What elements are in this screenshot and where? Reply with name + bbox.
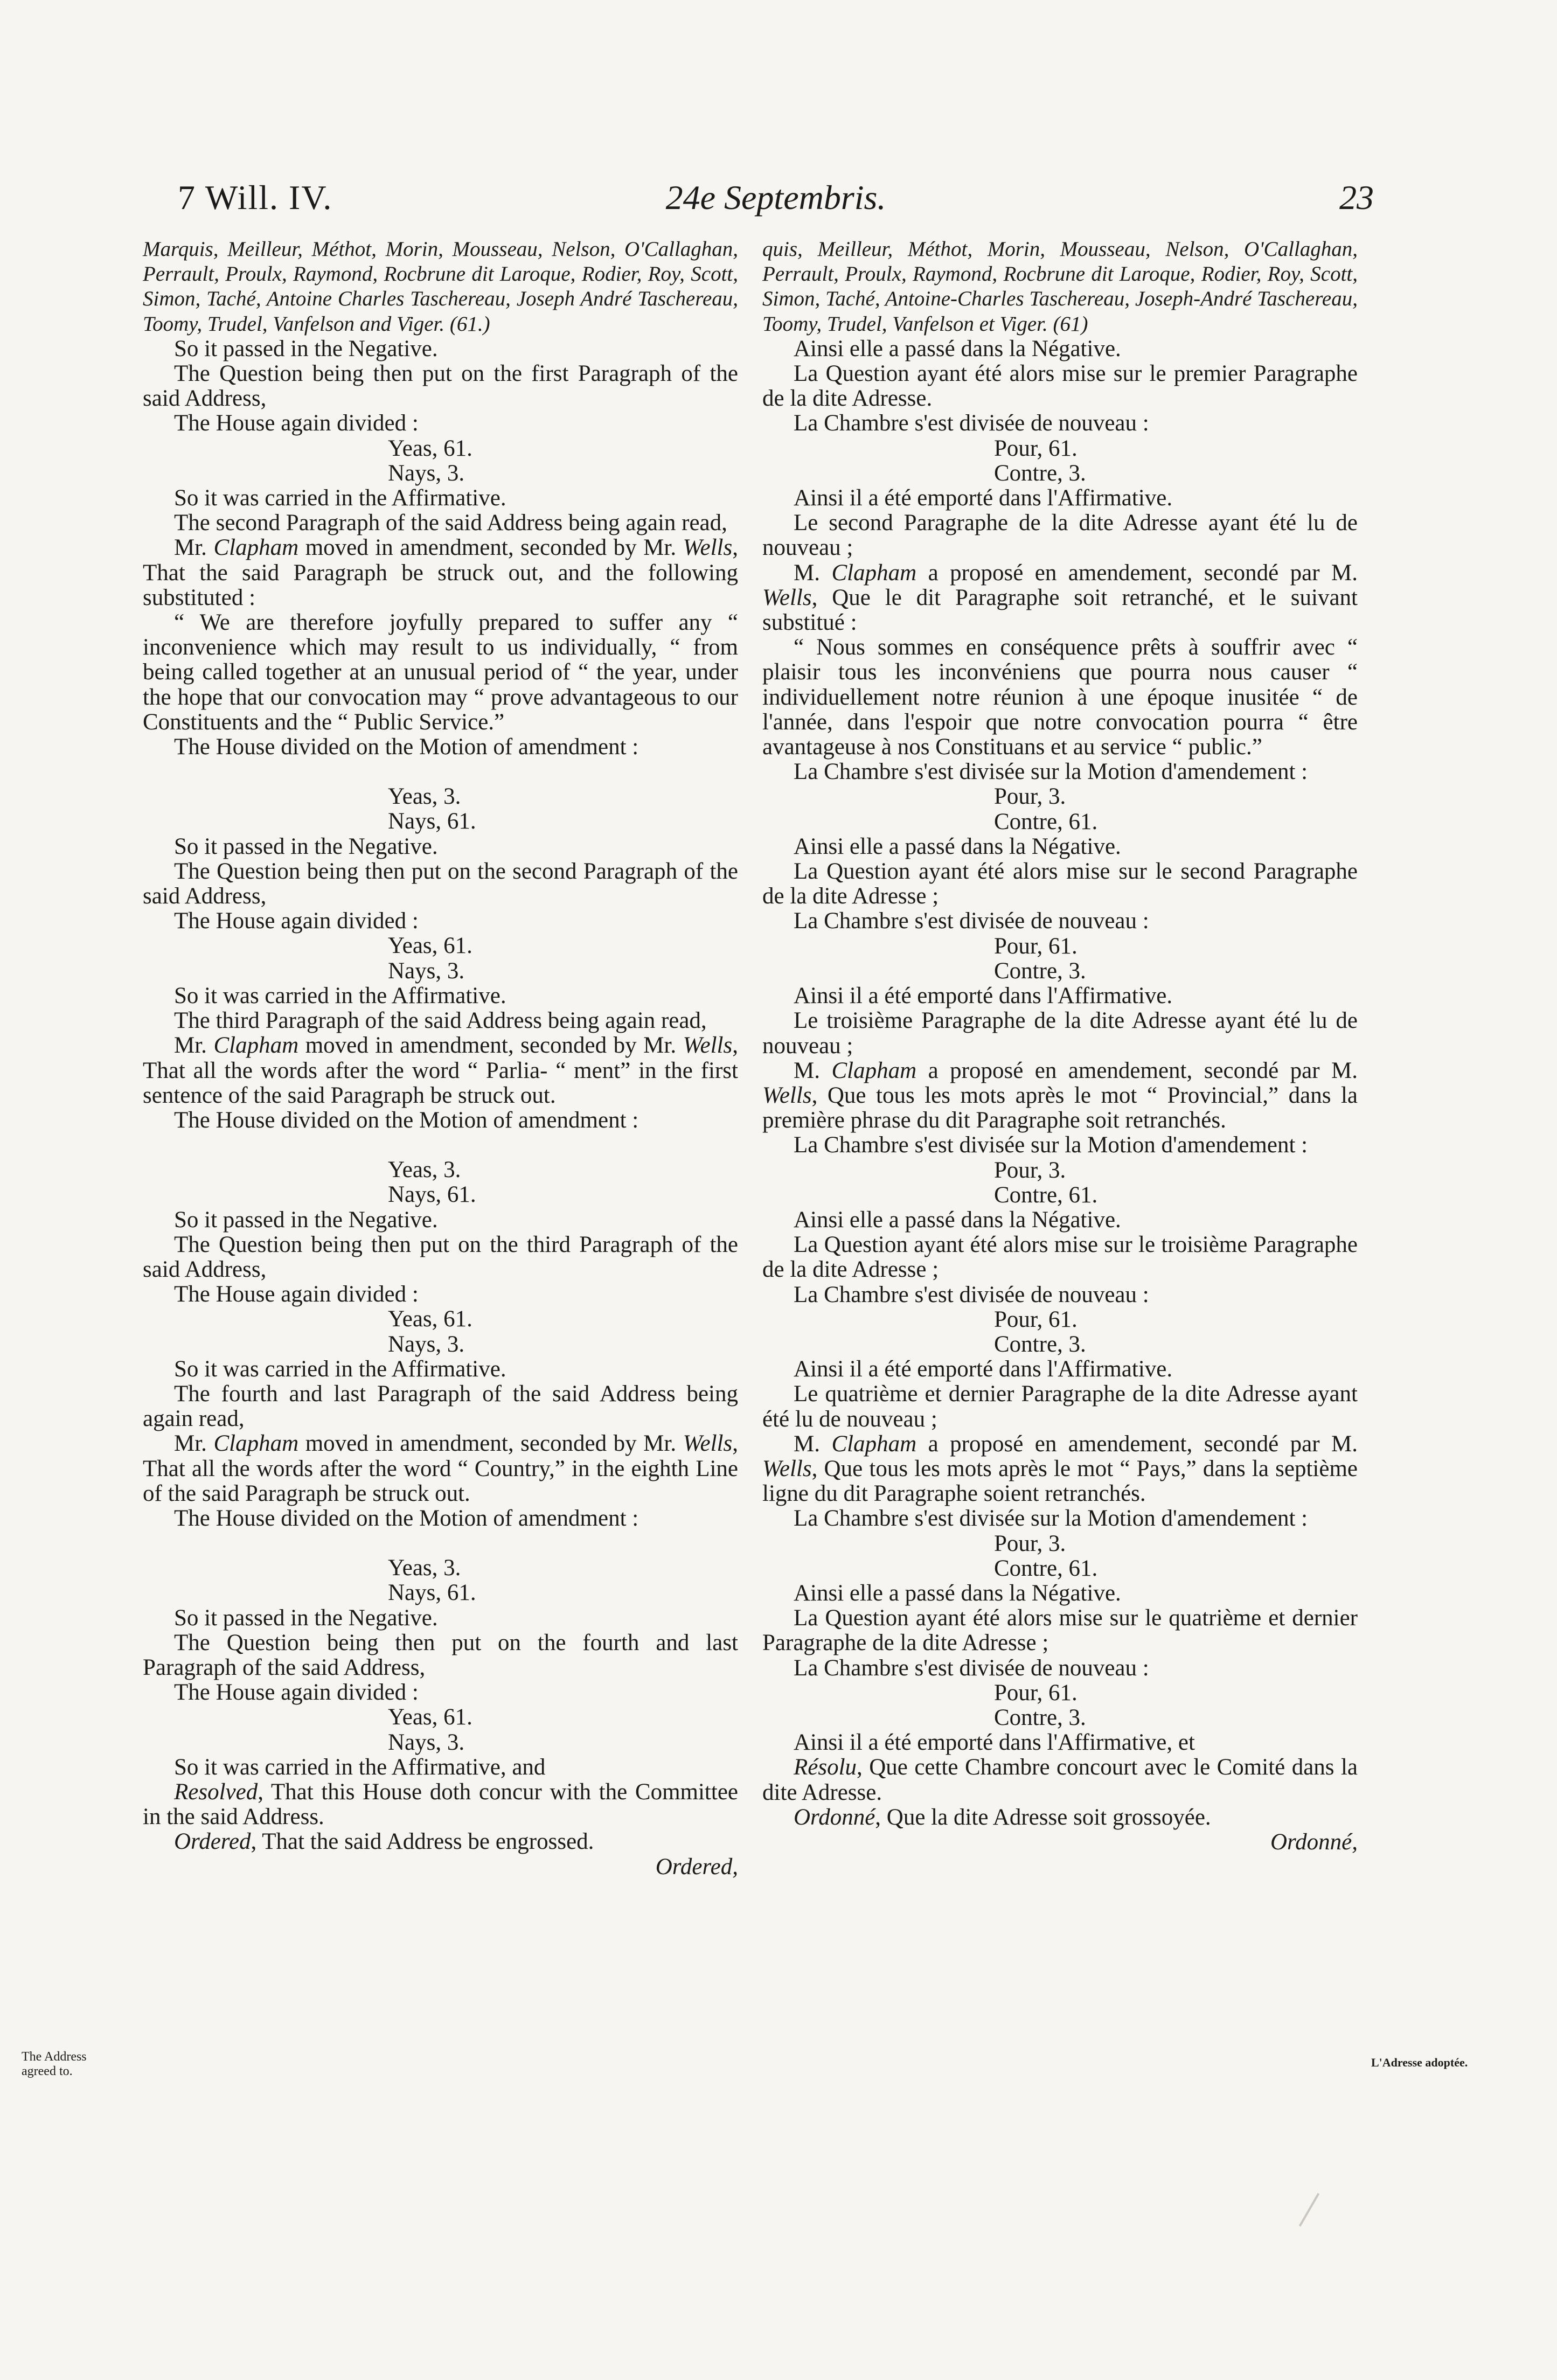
paragraph: La Chambre s'est divisée sur la Motion d'amendement : [794, 1132, 1308, 1158]
vote-count: Yeas, 61. [388, 1306, 472, 1332]
paragraph: Ainsi elle a passé dans la Négative. [794, 833, 1121, 859]
stray-mark [1299, 2193, 1319, 2227]
paragraph: The second Paragraph of the said Address being again read, [174, 510, 727, 536]
paragraph: Ainsi il a été emporté dans l'Affirmative, et [794, 1730, 1195, 1756]
vote-count: Nays, 3. [388, 1729, 465, 1755]
paragraph: The third Paragraph of the said Address being again read, [174, 1008, 707, 1034]
paragraph: So it passed in the Negative. [174, 1207, 438, 1233]
paragraph: La Question ayant été alors mise sur le troisième Paragraphe de la dite Adresse ; [762, 1232, 1358, 1283]
vote-count: Nays, 61. [388, 809, 476, 834]
vote-count: Yeas, 61. [388, 435, 472, 461]
paragraph: So it was carried in the Affirmative, and [174, 1754, 546, 1780]
paragraph: La Chambre s'est divisée de nouveau : [794, 1282, 1149, 1307]
paragraph: M. Clapham a proposé en amendement, secondé par M. Wells, Que tous les mots après le mot “ Pays,” dans la septième ligne du dit Paragraphe soient retranchés. [762, 1431, 1358, 1507]
vote-count: Contre, 3. [994, 958, 1086, 984]
spacer [143, 760, 738, 784]
vote-count: Yeas, 61. [388, 1704, 472, 1730]
paragraph: The House divided on the Motion of amendment : [174, 1107, 639, 1133]
paragraph: La Chambre s'est divisée sur la Motion d'amendement : [794, 1506, 1308, 1532]
spacer [143, 1133, 738, 1158]
paragraph: The Question being then put on the second Paragraph of the said Address, [143, 858, 738, 909]
paragraph: Ordonné, Que la dite Adresse soit grossoyée. [794, 1804, 1211, 1830]
paragraph: Resolved, That this House doth concur with the Committee in the said Address. [143, 1779, 738, 1830]
vote-count: Yeas, 3. [388, 784, 461, 810]
paragraph: La Question ayant été alors mise sur le quatrième et dernier Paragraphe de la dite Adresse ; [762, 1605, 1358, 1656]
vote-count: Pour, 3. [994, 784, 1066, 810]
vote-count: Contre, 3. [994, 1331, 1086, 1357]
vote-count: Contre, 3. [994, 460, 1086, 486]
vote-count: Pour, 61. [994, 1306, 1078, 1332]
member-names: quis, Meilleur, Méthot, Morin, Mousseau, Nelson, O'Callaghan, Perrault, Proulx, Raymond, Rocbrune dit Laroque, Rodier, Roy, Scott, Simon, Taché, Antoine-Charles Taschereau, Joseph-André Taschereau, Toomy, Trudel, Vanfelson et Viger. (61) [762, 238, 1358, 336]
paragraph: Résolu, Que cette Chambre concourt avec le Comité dans la dite Adresse. [762, 1755, 1358, 1805]
paragraph: Le troisième Paragraphe de la dite Adresse ayant été lu de nouveau ; [762, 1008, 1358, 1059]
paragraph: Ainsi elle a passé dans la Négative. [794, 1580, 1121, 1606]
paragraph: So it passed in the Negative. [174, 1605, 438, 1631]
vote-count: Pour, 61. [994, 435, 1078, 461]
vote-count: Contre, 61. [994, 1182, 1098, 1208]
paragraph: So it was carried in the Affirmative. [174, 983, 506, 1008]
vote-count: Yeas, 3. [388, 1157, 461, 1183]
vote-count: Yeas, 3. [388, 1555, 461, 1581]
paragraph: Le second Paragraphe de la dite Adresse ayant été lu de nouveau ; [762, 510, 1358, 561]
member-names: Marquis, Meilleur, Méthot, Morin, Mousseau, Nelson, O'Callaghan, Perrault, Proulx, Raymond, Rocbrune dit Laroque, Rodier, Roy, Scott, Simon, Taché, Antoine Charles Taschereau, Joseph André Taschereau, Toomy, Trudel, Vanfelson and Viger. (61.) [143, 238, 738, 336]
paragraph: Ainsi il a été emporté dans l'Affirmative. [794, 983, 1173, 1009]
paragraph: So it was carried in the Affirmative. [174, 1356, 506, 1382]
page-number: 23 [1339, 178, 1374, 217]
catchword: Ordered, [655, 1854, 738, 1880]
margin-note-english: The Address agreed to. [22, 2050, 87, 2078]
header-date: 24e Septembris. [665, 178, 886, 217]
paragraph: La Chambre s'est divisée de nouveau : [794, 410, 1149, 436]
paragraph: The House again divided : [174, 410, 419, 436]
quoted-amendment: “ We are therefore joyfully prepared to suffer any “ inconvenience which may result to us individually, “ from being called together at an unusual period of “ the year, under the hope that our convocation may “ prove advantageous to our Constituents and the “ Public Service.” [143, 610, 738, 735]
paragraph: The House again divided : [174, 908, 419, 934]
vote-count: Nays, 61. [388, 1580, 476, 1606]
paragraph: Ainsi elle a passé dans la Négative. [794, 336, 1121, 361]
paragraph: The Question being then put on the first Paragraph of the said Address, [143, 361, 738, 412]
vote-count: Nays, 3. [388, 1331, 465, 1357]
vote-count: Contre, 61. [994, 1555, 1098, 1581]
paragraph: Mr. Clapham moved in amendment, seconded by Mr. Wells, That all the words after the word “ Parlia- “ ment” in the first sentence of the said Paragraph be struck out. [143, 1033, 738, 1108]
catchword: Ordonné, [1270, 1829, 1358, 1855]
english-column [143, 237, 738, 1880]
paragraph: The House again divided : [174, 1680, 419, 1706]
paragraph: Ainsi il a été emporté dans l'Affirmative. [794, 485, 1173, 511]
paragraph: Mr. Clapham moved in amendment, seconded by Mr. Wells, That the said Paragraph be struck out, and the following substituted : [143, 535, 738, 610]
vote-count: Nays, 3. [388, 460, 465, 486]
paragraph: So it was carried in the Affirmative. [174, 485, 506, 511]
paragraph: So it passed in the Negative. [174, 833, 438, 859]
vote-count: Contre, 61. [994, 809, 1098, 834]
header-regnal-year: 7 Will. IV. [178, 178, 333, 217]
paragraph: The fourth and last Paragraph of the said Address being again read, [143, 1381, 738, 1432]
paragraph: La Chambre s'est divisée de nouveau : [794, 908, 1149, 934]
vote-count: Pour, 3. [994, 1157, 1066, 1183]
paragraph: Ordered, That the said Address be engrossed. [174, 1829, 594, 1855]
paragraph: La Chambre s'est divisée sur la Motion d'amendement : [794, 759, 1308, 785]
quoted-amendment: “ Nous sommes en conséquence prêts à souffrir avec “ plaisir tous les inconvéniens que pourra nous causer “ individuellement notre réunion à une époque inusitée “ de l'année, dans l'espoir que notre convocation pourra “ être avantageuse à nos Constituans et au service “ public.” [762, 635, 1358, 760]
paragraph: Ainsi il a été emporté dans l'Affirmative. [794, 1356, 1173, 1382]
vote-count: Pour, 61. [994, 1680, 1078, 1706]
paragraph: Mr. Clapham moved in amendment, seconded by Mr. Wells, That all the words after the word “ Country,” in the eighth Line of the said Paragraph be struck out. [143, 1431, 738, 1506]
paragraph: So it passed in the Negative. [174, 336, 438, 361]
margin-note-french: L'Adresse adoptée. [1371, 2056, 1468, 2069]
vote-count: Pour, 3. [994, 1530, 1066, 1556]
spacer [143, 1531, 738, 1556]
paragraph: M. Clapham a proposé en amendement, secondé par M. Wells, Que le dit Paragraphe soit retranché, et le suivant substitué : [762, 560, 1358, 636]
page-header [178, 178, 1374, 226]
vote-count: Nays, 61. [388, 1182, 476, 1208]
paragraph: The Question being then put on the third Paragraph of the said Address, [143, 1231, 738, 1282]
vote-count: Pour, 61. [994, 933, 1078, 959]
vote-count: Nays, 3. [388, 958, 465, 984]
paragraph: La Chambre s'est divisée de nouveau : [794, 1655, 1149, 1681]
paragraph: La Question ayant été alors mise sur le premier Paragraphe de la dite Adresse. [762, 361, 1358, 412]
paragraph: The House again divided : [174, 1282, 419, 1307]
paragraph: The Question being then put on the fourth and last Paragraph of the said Address, [143, 1630, 738, 1680]
paragraph: La Question ayant été alors mise sur le second Paragraphe de la dite Adresse ; [762, 859, 1358, 909]
paragraph: M. Clapham a proposé en amendement, secondé par M. Wells, Que tous les mots après le mot “ Provincial,” dans la première phrase du dit Paragraphe soit retranchés. [762, 1057, 1358, 1133]
french-column [762, 237, 1358, 1855]
vote-count: Yeas, 61. [388, 933, 472, 959]
paragraph: Le quatrième et dernier Paragraphe de la dite Adresse ayant été lu de nouveau ; [762, 1381, 1358, 1432]
paragraph: The House divided on the Motion of amendment : [174, 734, 639, 760]
paragraph: Ainsi elle a passé dans la Négative. [794, 1207, 1121, 1233]
vote-count: Contre, 3. [994, 1704, 1086, 1730]
paragraph: The House divided on the Motion of amendment : [174, 1505, 639, 1531]
